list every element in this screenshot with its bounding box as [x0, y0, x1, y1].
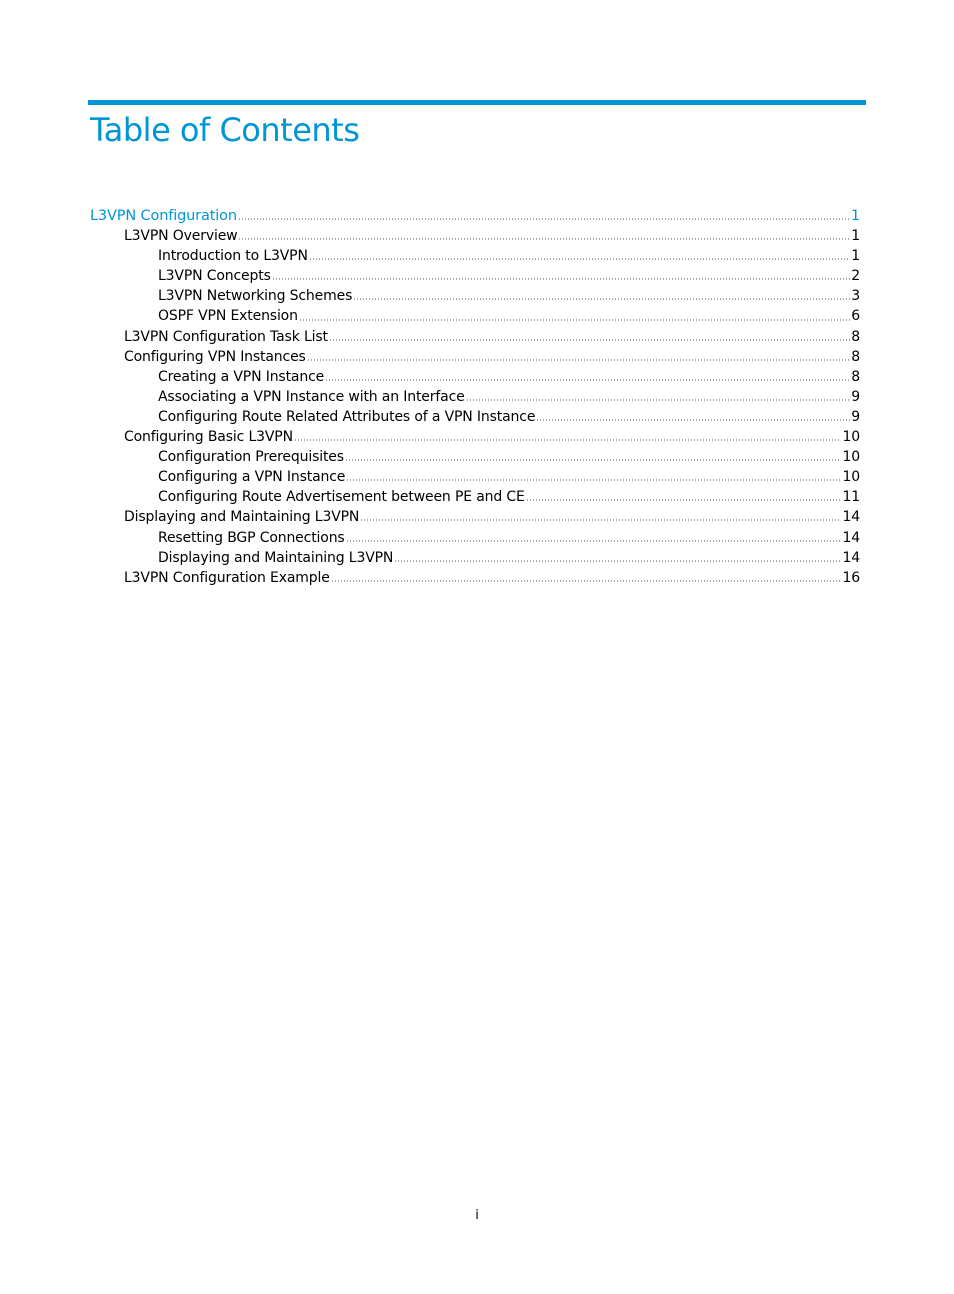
toc-entry-page[interactable]: 2	[851, 268, 860, 285]
toc-entry-page[interactable]: 9	[851, 408, 860, 425]
toc-entry-title[interactable]: Configuration Prerequisites	[158, 449, 344, 466]
toc-entry-page[interactable]: 10	[842, 469, 860, 486]
toc-entry[interactable]	[90, 367, 860, 387]
toc-entry[interactable]	[90, 487, 860, 507]
dot-leader	[238, 217, 850, 221]
toc-entry-title[interactable]: Displaying and Maintaining L3VPN	[158, 549, 394, 566]
toc-entry[interactable]	[90, 347, 860, 367]
dot-leader	[346, 478, 841, 482]
dot-leader	[331, 579, 842, 583]
toc-entry[interactable]	[90, 306, 860, 326]
dot-leader	[360, 518, 841, 522]
dot-leader	[238, 237, 850, 241]
dot-leader	[309, 257, 850, 261]
table-of-contents	[90, 206, 860, 588]
toc-entry-page[interactable]: 10	[842, 429, 860, 446]
toc-entry-title[interactable]: Associating a VPN Instance with an Interface	[158, 388, 465, 405]
toc-entry-title[interactable]: Displaying and Maintaining L3VPN	[124, 509, 360, 526]
toc-entry-title[interactable]: L3VPN Overview	[124, 228, 238, 245]
toc-entry-title[interactable]: L3VPN Configuration Task List	[124, 328, 328, 345]
toc-entry[interactable]	[90, 548, 860, 568]
toc-entry[interactable]	[90, 286, 860, 306]
dot-leader	[329, 338, 850, 342]
toc-entry-page[interactable]: 6	[851, 308, 860, 325]
page-number: i	[475, 1208, 479, 1223]
toc-entry-page[interactable]: 14	[842, 549, 860, 566]
dot-leader	[536, 418, 850, 422]
toc-entry-page[interactable]: 16	[842, 569, 860, 586]
toc-entry[interactable]	[90, 407, 860, 427]
dot-leader	[272, 277, 850, 281]
toc-entry-page[interactable]: 1	[851, 248, 860, 265]
toc-entry-title[interactable]: L3VPN Concepts	[158, 268, 271, 285]
toc-entry-title[interactable]: Configuring Basic L3VPN	[124, 429, 293, 446]
dot-leader	[325, 378, 850, 382]
toc-entry[interactable]	[90, 387, 860, 407]
toc-entry-title[interactable]: Introduction to L3VPN	[158, 248, 308, 265]
toc-entry-page[interactable]: 1	[851, 228, 860, 245]
toc-entry-page[interactable]: 14	[842, 509, 860, 526]
toc-entry[interactable]	[90, 447, 860, 467]
toc-entry[interactable]	[90, 427, 860, 447]
toc-entry-page[interactable]: 11	[842, 489, 860, 506]
dot-leader	[346, 539, 842, 543]
dot-leader	[299, 318, 850, 322]
toc-entry[interactable]	[90, 246, 860, 266]
toc-entry-title[interactable]: L3VPN Networking Schemes	[158, 288, 353, 305]
toc-entry[interactable]	[90, 507, 860, 527]
toc-entry-title[interactable]: L3VPN Configuration Example	[124, 569, 330, 586]
dot-leader	[394, 559, 841, 563]
toc-entry[interactable]	[90, 327, 860, 347]
toc-entry-title[interactable]: Configuring Route Related Attributes of a VPN Instance	[158, 408, 536, 425]
toc-entry[interactable]	[90, 568, 860, 588]
toc-entry-title[interactable]: Creating a VPN Instance	[158, 368, 325, 385]
toc-entry-title[interactable]: Resetting BGP Connections	[158, 529, 345, 546]
toc-entry[interactable]	[90, 266, 860, 286]
dot-leader	[294, 438, 842, 442]
dot-leader	[345, 458, 842, 462]
toc-entry-title[interactable]: L3VPN Configuration	[90, 208, 237, 224]
toc-entry-page[interactable]: 14	[842, 529, 860, 546]
page-title: Table of Contents	[90, 111, 360, 149]
toc-entry-title[interactable]: Configuring a VPN Instance	[158, 469, 346, 486]
toc-entry-page[interactable]: 8	[851, 328, 860, 345]
toc-entry[interactable]	[90, 226, 860, 246]
toc-entry[interactable]	[90, 528, 860, 548]
toc-entry-page[interactable]: 9	[851, 388, 860, 405]
toc-entry-page[interactable]: 3	[851, 288, 860, 305]
toc-entry-page[interactable]: 1	[850, 208, 860, 224]
dot-leader	[353, 297, 850, 301]
toc-entry-title[interactable]: Configuring Route Advertisement between PE and CE	[158, 489, 525, 506]
toc-entry-page[interactable]: 10	[842, 449, 860, 466]
dot-leader	[466, 398, 851, 402]
toc-entry[interactable]	[90, 206, 860, 226]
toc-entry-page[interactable]: 8	[851, 368, 860, 385]
top-rule	[88, 100, 866, 105]
dot-leader	[307, 358, 851, 362]
toc-entry-title[interactable]: OSPF VPN Extension	[158, 308, 298, 325]
toc-entry-title[interactable]: Configuring VPN Instances	[124, 348, 306, 365]
toc-entry[interactable]	[90, 467, 860, 487]
toc-entry-page[interactable]: 8	[851, 348, 860, 365]
dot-leader	[526, 498, 842, 502]
